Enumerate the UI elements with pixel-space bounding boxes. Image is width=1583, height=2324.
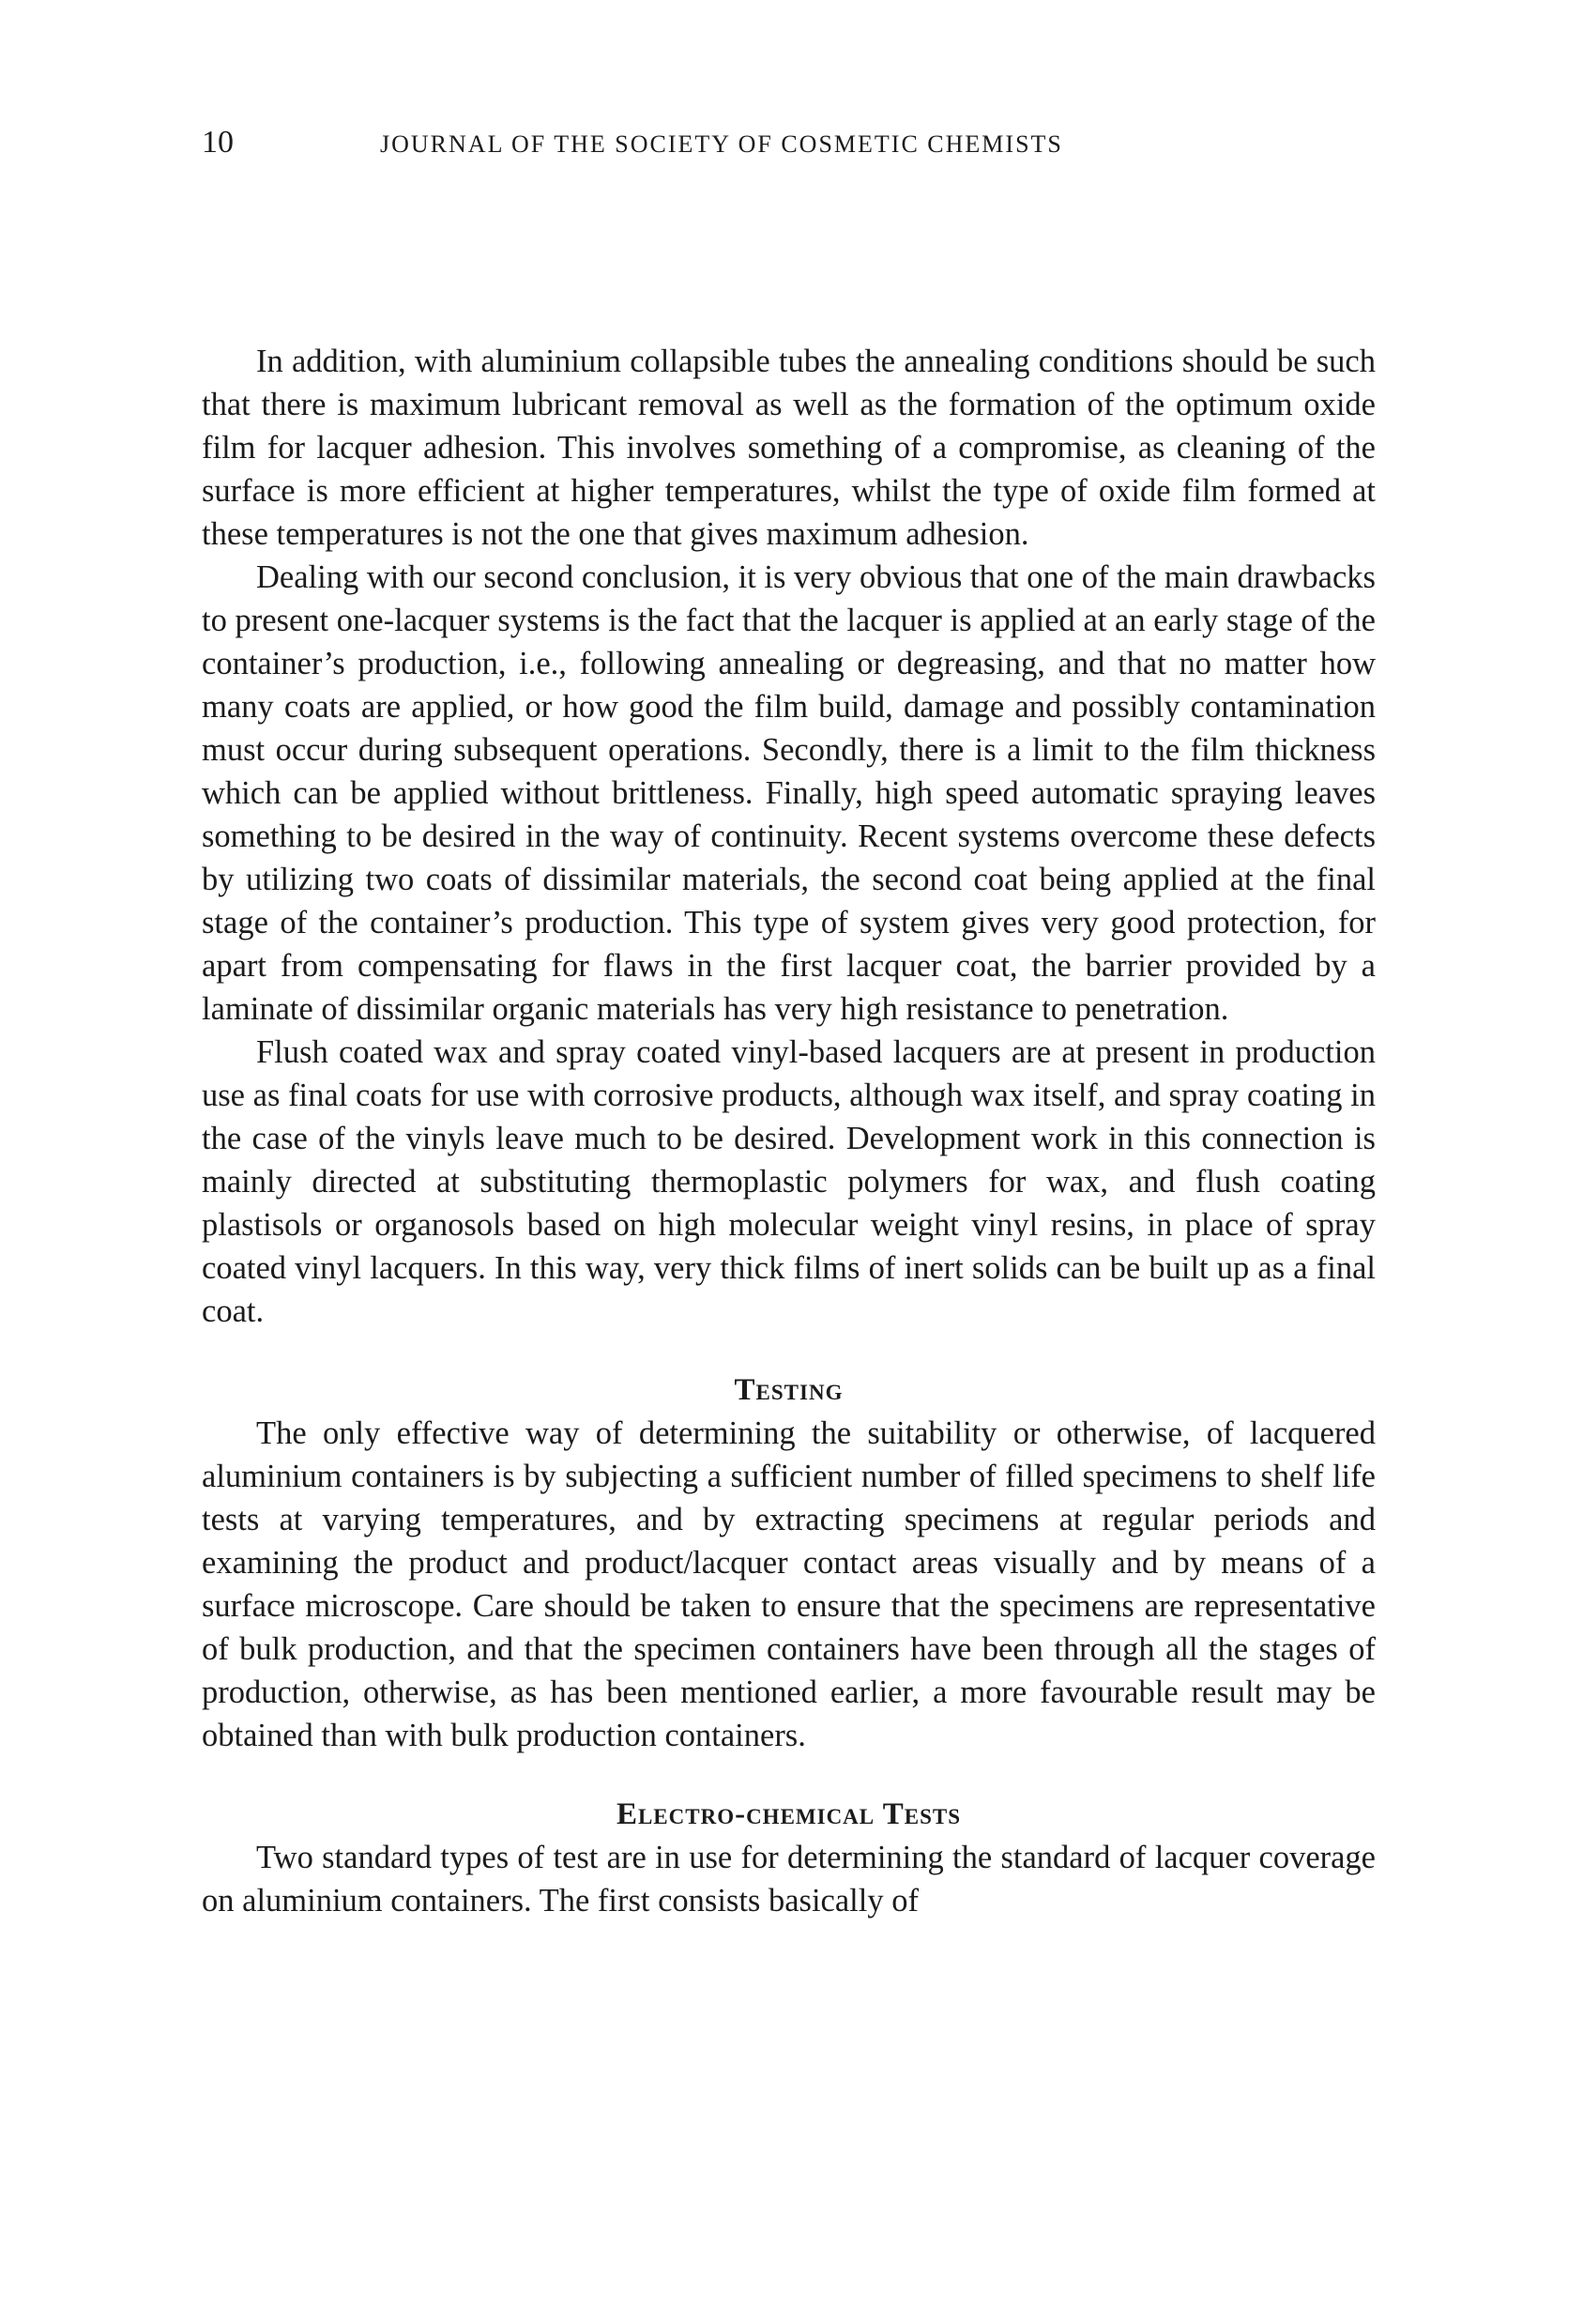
article-body [202,340,1376,1922]
journal-page [202,124,1376,1922]
paragraph-testing: The only effective way of determining the suitability or otherwise, of lacquered aluminium containers is by subjecting a sufficient number of filled specimens to shelf life tests at varying temperatures, and by extracting specimens at regular periods and examining the product and product/lacquer contact areas visually and by means of a surface microscope. Care should be taken to ensure that the specimens are representative of bulk production, and that the specimen containers have been through all the stages of production, otherwise, as has been mentioned earlier, a more favourable result may be obtained than with bulk production containers. [202,1415,1376,1753]
paragraph-final-coats: Flush coated wax and spray coated vinyl-based lacquers are at present in production use as final coats for use with corrosive products, although wax itself, and spray coating in the case of the vinyls leave much to be desired. Development work in this connection is mainly directed at substituting thermoplastic polymers for wax, and flush coating plastisols or organosols based on high molecular weight vinyl resins, in place of spray coated vinyl lacquers. In this way, very thick films of inert solids can be built up as a final coat. [202,1034,1376,1329]
journal-title: JOURNAL OF THE SOCIETY OF COSMETIC CHEMISTS [380,130,1063,158]
running-head [202,124,1376,180]
paragraph-electro-chemical: Two standard types of test are in use for determining the standard of lacquer coverage on aluminium containers. The first consists basically of [202,1840,1376,1919]
paragraph-annealing: In addition, with aluminium collapsible tubes the annealing conditions should be such that there is maximum lubricant removal as well as the formation of the optimum oxide film for lacquer adhesion. This involves something of a compromise, as cleaning of the surface is more efficient at higher temperatures, whilst the type of oxide film formed at these temperatures is not the one that gives maximum adhesion. [202,344,1376,552]
section-heading-testing: Testing [734,1373,844,1407]
page-number: 10 [202,125,234,160]
section-heading-electro-chemical-tests: Electro-chemical Tests [616,1797,962,1831]
paragraph-second-conclusion: Dealing with our second conclusion, it is very obvious that one of the main drawbacks to present one-lacquer systems is the fact that the lacquer is applied at an early stage of the container’s production, i.e., following annealing or degreasing, and that no matter how many coats are applied, or how good the film build, damage and possibly contamination must occur during subsequent operations. Secondly, there is a limit to the film thickness which can be applied without brittleness. Finally, high speed automatic spraying leaves something to be desired in the way of continuity. Recent systems overcome these defects by utilizing two coats of dissimilar materials, the second coat being applied at the final stage of the container’s production. This type of system gives very good protection, for apart from compensating for flaws in the first lacquer coat, the barrier provided by a laminate of dissimilar organic materials has very high resistance to penetration. [202,559,1376,1027]
